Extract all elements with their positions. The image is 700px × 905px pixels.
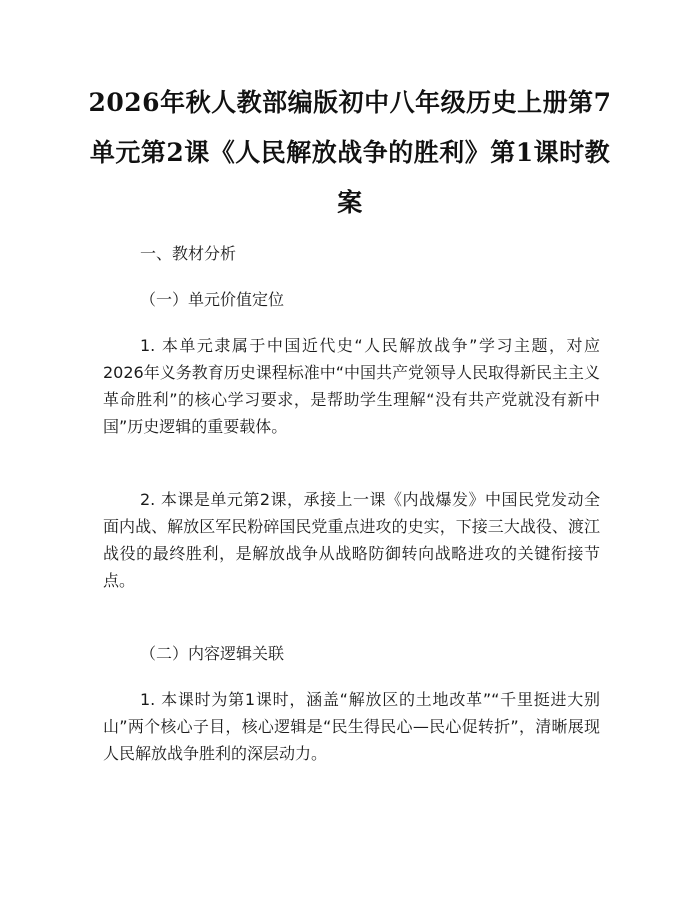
paragraph-lesson-content: 1. 本课时为第1课时，涵盖“解放区的土地改革”“千里挺进大别山”两个核心子目，核心逻辑是“民生得民心—民心促转折”，清晰展现人民解放战争胜利的深层动力。 [103,690,600,763]
section-heading-textbook-analysis: 一、教材分析 [140,244,237,263]
document-title: 2026年秋人教部编版初中八年级历史上册第7单元第2课《人民解放战争的胜利》第1课时教案 [88,88,612,217]
subsection-heading-unit-value: （一）单元价值定位 [140,290,285,309]
paragraph-lesson-position: 2. 本课是单元第2课，承接上一课《内战爆发》中国民党发动全面内战、解放区军民粉碎国民党重点进攻的史实，下接三大战役、渡江战役的最终胜利，是解放战争从战略防御转向战略进攻的关键衔接节点。 [103,490,600,590]
subsection-heading-content-logic: （二）内容逻辑关联 [140,644,285,663]
paragraph-unit-overview: 1. 本单元隶属于中国近代史“人民解放战争”学习主题，对应2026年义务教育历史课程标准中“中国共产党领导人民取得新民主主义革命胜利”的核心学习要求，是帮助学生理解“没有共产党就没有新中国”历史逻辑的重要载体。 [103,336,601,436]
